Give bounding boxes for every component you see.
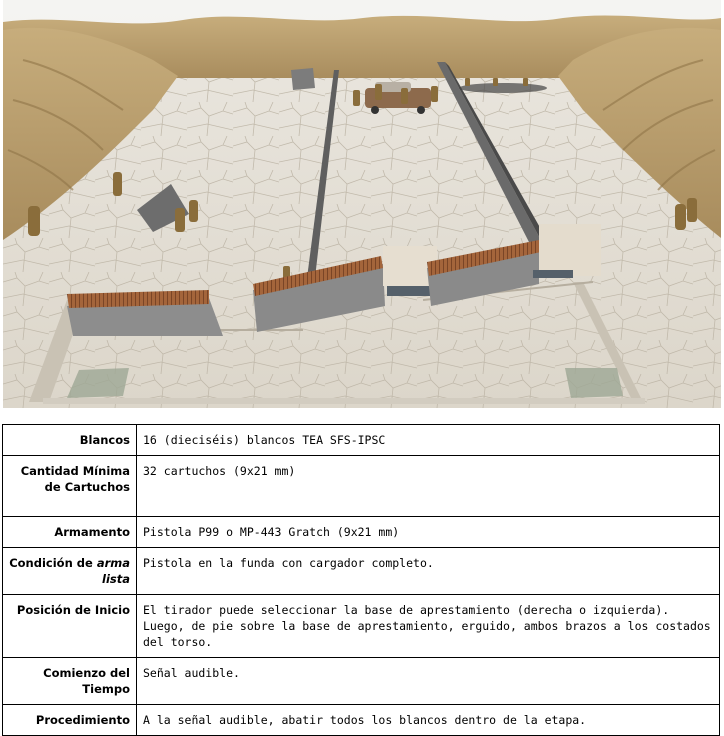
row-value: Pistola en la funda con cargador completo. <box>137 548 720 595</box>
table-row <box>3 705 720 736</box>
row-label: Blancos <box>3 425 137 456</box>
table-row <box>3 517 720 548</box>
row-value: 16 (dieciséis) blancos TEA SFS-IPSC <box>137 425 720 456</box>
table-row <box>3 595 720 658</box>
table-row <box>3 456 720 517</box>
row-value: Señal audible. <box>137 658 720 705</box>
row-value: Pistola P99 o MP-443 Gratch (9x21 mm) <box>137 517 720 548</box>
table-row <box>3 425 720 456</box>
row-value: El tirador puede seleccionar la base de aprestamiento (derecha o izquierda). Luego, de pie sobre la base de aprestamiento, erguido, ambos brazos a los costados del torso. <box>137 595 720 658</box>
row-label: Armamento <box>3 517 137 548</box>
row-label-emphasis: arma lista <box>96 556 130 586</box>
row-label: Procedimiento <box>3 705 137 736</box>
row-label: Posición de Inicio <box>3 595 137 658</box>
row-label-text: Condición de <box>9 556 97 570</box>
row-value: 32 cartuchos (9x21 mm) <box>137 456 720 517</box>
table-row <box>3 658 720 705</box>
row-label: Comienzo del Tiempo <box>3 658 137 705</box>
row-label: Cantidad Mínima de Cartuchos <box>3 456 137 517</box>
table-row <box>3 548 720 595</box>
stage-scene-image <box>3 0 721 408</box>
stage-description-table <box>2 424 720 736</box>
row-label <box>3 548 137 595</box>
row-value: A la señal audible, abatir todos los blancos dentro de la etapa. <box>137 705 720 736</box>
